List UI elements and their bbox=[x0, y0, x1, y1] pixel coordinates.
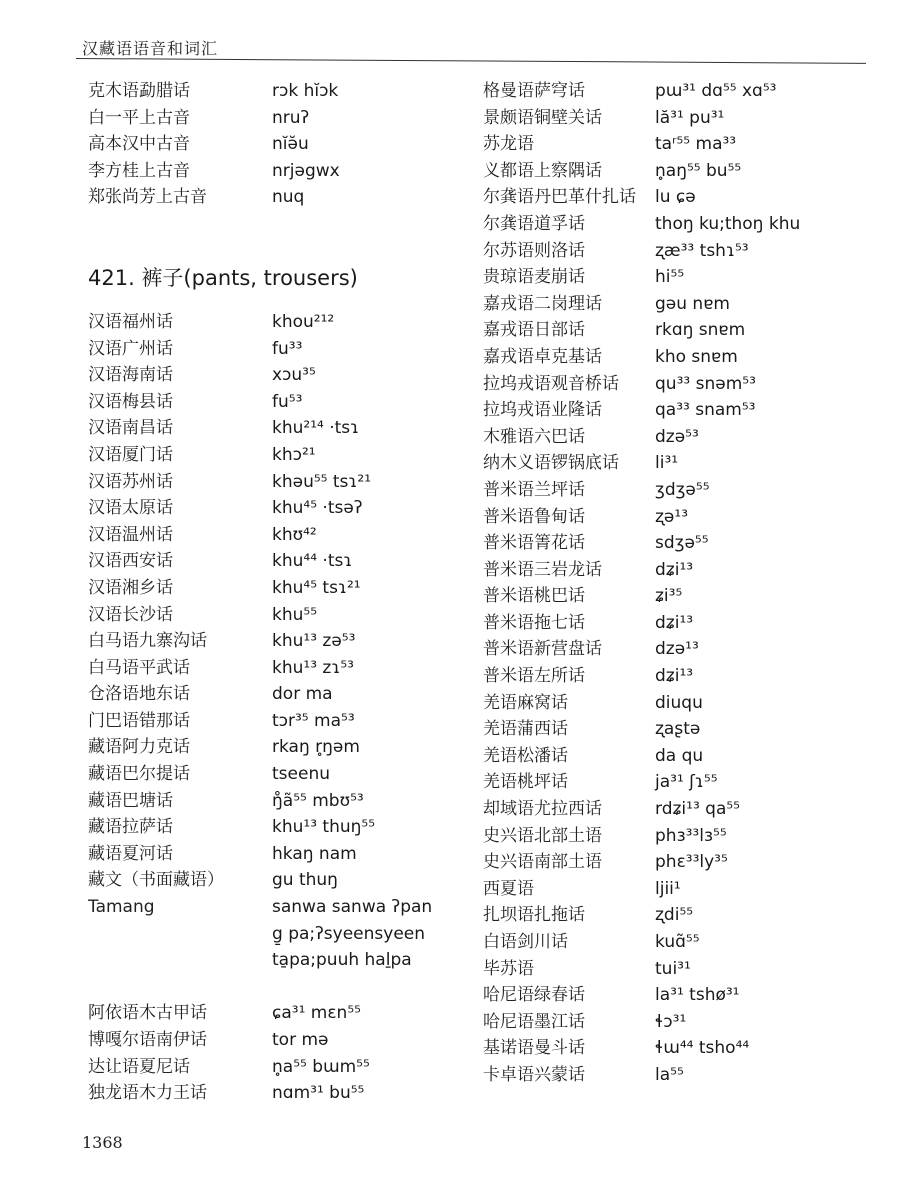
entry-row bbox=[483, 477, 863, 504]
language-name: Tamang bbox=[88, 897, 155, 918]
entry-row bbox=[88, 681, 458, 708]
language-name: 白马语九寨沟话 bbox=[88, 631, 207, 652]
entry-row bbox=[483, 956, 863, 983]
entry-row bbox=[88, 628, 458, 655]
language-name: 普米语左所话 bbox=[483, 666, 585, 687]
header-rule bbox=[76, 58, 866, 64]
language-name: 贵琼语麦崩话 bbox=[483, 267, 585, 288]
word-form: lă³¹ pu³¹ bbox=[655, 107, 725, 128]
word-form: dʑi¹³ bbox=[655, 612, 694, 633]
language-name: 藏文（书面藏语） bbox=[88, 870, 224, 891]
word-form: dor ma bbox=[272, 684, 333, 705]
entry-row bbox=[88, 415, 458, 442]
word-form: fu⁵³ bbox=[272, 391, 303, 412]
language-name: 西夏语 bbox=[483, 878, 534, 899]
language-name: 汉语广州话 bbox=[88, 338, 173, 359]
entry-row bbox=[483, 557, 863, 584]
entry-row bbox=[483, 291, 863, 318]
entry-row bbox=[88, 814, 458, 841]
language-name: 普米语拖七话 bbox=[483, 612, 585, 633]
word-form: rkaŋ r̥ŋəm bbox=[272, 737, 360, 758]
entry-row bbox=[88, 655, 458, 682]
language-name: 毕苏语 bbox=[483, 958, 534, 979]
word-form: ɬɯ⁴⁴ tsho⁴⁴ bbox=[655, 1038, 750, 1059]
language-name: 门巴语错那话 bbox=[88, 710, 190, 731]
word-form: g̱ pa;ʔsyeensyeen bbox=[272, 923, 426, 944]
entry-row bbox=[88, 1080, 458, 1107]
word-form: khu¹³ thuŋ⁵⁵ bbox=[272, 817, 376, 838]
entry-row bbox=[88, 495, 458, 522]
language-name: 白一平上古音 bbox=[88, 107, 190, 128]
entry-row bbox=[483, 344, 863, 371]
entry-row bbox=[483, 663, 863, 690]
word-form: sanwa sanwa ʔpan bbox=[272, 897, 433, 918]
language-name: 汉语苏州话 bbox=[88, 471, 173, 492]
language-name: 尔龚语丹巴革什扎话 bbox=[483, 187, 636, 208]
language-name: 义都语上察隅话 bbox=[483, 160, 602, 181]
entry-row bbox=[88, 336, 458, 363]
language-name: 普米语箐花话 bbox=[483, 533, 585, 554]
word-form: da qu bbox=[655, 745, 704, 766]
entry-row bbox=[483, 450, 863, 477]
entry-row bbox=[88, 867, 458, 894]
entry-row bbox=[88, 575, 458, 602]
word-form: dzə⁵³ bbox=[655, 426, 699, 447]
word-form: tɔr³⁵ ma⁵³ bbox=[272, 710, 355, 731]
word-form: pɯ³¹ dɑ⁵⁵ xɑ⁵³ bbox=[655, 81, 777, 101]
entry-row bbox=[483, 317, 863, 344]
language-name: 汉语温州话 bbox=[88, 524, 173, 545]
word-form: ɕa³¹ mɛn⁵⁵ bbox=[272, 1003, 361, 1024]
page-number: 1368 bbox=[82, 1133, 123, 1152]
word-form: ʐæ³³ tshɿ⁵³ bbox=[655, 240, 749, 261]
word-form: nɑm³¹ bu⁵⁵ bbox=[272, 1083, 365, 1104]
language-name: 普米语鲁甸话 bbox=[483, 506, 585, 527]
language-name: 藏语夏河话 bbox=[88, 843, 173, 864]
word-form: khu¹³ zɿ⁵³ bbox=[272, 657, 354, 678]
language-name: 尔龚语道孚话 bbox=[483, 213, 585, 234]
word-form: phɛ³³ly³⁵ bbox=[655, 852, 728, 873]
language-name: 木雅语六巴话 bbox=[483, 426, 585, 447]
word-form: ʐdi⁵⁵ bbox=[655, 905, 694, 926]
word-form: khu²¹⁴ ·tsɿ bbox=[272, 418, 360, 439]
entry-row bbox=[88, 1054, 458, 1081]
language-name: 拉坞戎语观音桥话 bbox=[483, 373, 619, 394]
entry-row bbox=[88, 1027, 458, 1054]
word-form: khu⁴⁴ ·tsɿ bbox=[272, 551, 353, 572]
language-name: 嘉戎语卓克基话 bbox=[483, 346, 602, 367]
language-name: 羌语松潘话 bbox=[483, 745, 568, 766]
entry-row bbox=[88, 1000, 458, 1027]
word-form: fu³³ bbox=[272, 338, 303, 359]
language-name: 扎坝语扎拖话 bbox=[483, 905, 585, 926]
entry-row bbox=[483, 690, 863, 717]
language-name: 藏语巴尔提话 bbox=[88, 764, 190, 785]
word-form: thoŋ ku;thoŋ khu bbox=[655, 213, 801, 234]
language-name: 藏语巴塘话 bbox=[88, 790, 173, 811]
language-name: 嘉戎语日部话 bbox=[483, 320, 585, 341]
word-form: taʳ⁵⁵ ma³³ bbox=[655, 134, 737, 155]
word-form: ljii¹ bbox=[655, 878, 681, 899]
entry-row bbox=[88, 947, 458, 974]
language-name: 高本汉中古音 bbox=[88, 134, 190, 155]
word-form: rɔk hĭɔk bbox=[272, 81, 339, 101]
language-name: 普米语新营盘话 bbox=[483, 639, 602, 660]
entry-row bbox=[483, 424, 863, 451]
language-name: 藏语拉萨话 bbox=[88, 817, 173, 838]
entry-row bbox=[88, 788, 458, 815]
left-column bbox=[88, 78, 458, 1107]
right-column bbox=[483, 78, 863, 1089]
entry-row bbox=[88, 131, 458, 158]
word-form: nrjəgwx bbox=[272, 160, 340, 181]
word-form: tor mə bbox=[272, 1030, 329, 1050]
entry-row bbox=[483, 743, 863, 770]
entry-row bbox=[88, 894, 458, 921]
language-name: 普米语三岩龙话 bbox=[483, 559, 602, 580]
language-name: 白语剑川话 bbox=[483, 932, 568, 952]
word-form: n̥aŋ⁵⁵ bu⁵⁵ bbox=[655, 160, 742, 181]
language-name: 达让语夏尼话 bbox=[88, 1056, 190, 1077]
entry-row bbox=[88, 105, 458, 132]
language-name: 纳木义语锣锅底话 bbox=[483, 453, 619, 474]
entry-row bbox=[88, 841, 458, 868]
language-name: 格曼语萨穹话 bbox=[483, 81, 585, 101]
word-form: khu⁴⁵ ·tsəʔ bbox=[272, 498, 363, 519]
word-form: ʐaʂtə bbox=[655, 719, 701, 740]
language-name: 尔苏语则洛话 bbox=[483, 240, 585, 261]
entry-row bbox=[88, 602, 458, 629]
entry-row bbox=[88, 708, 458, 735]
entry-row bbox=[88, 442, 458, 469]
entry-row bbox=[483, 823, 863, 850]
language-name: 汉语南昌话 bbox=[88, 418, 173, 439]
word-form: khu¹³ zə⁵³ bbox=[272, 631, 356, 652]
entry-row bbox=[88, 734, 458, 761]
word-form: la³¹ tshø³¹ bbox=[655, 985, 740, 1006]
entry-row bbox=[483, 78, 863, 105]
entry-row bbox=[483, 211, 863, 238]
word-form: khəu⁵⁵ tsɿ²¹ bbox=[272, 471, 372, 492]
language-name: 史兴语南部土语 bbox=[483, 852, 602, 873]
word-form: la⁵⁵ bbox=[655, 1064, 684, 1085]
word-form: ɬɔ³¹ bbox=[655, 1011, 687, 1032]
entry-row bbox=[483, 530, 863, 557]
entry-row bbox=[88, 522, 458, 549]
entry-row bbox=[88, 974, 458, 1001]
language-name: 哈尼语墨江话 bbox=[483, 1011, 585, 1032]
language-name: 汉语梅县话 bbox=[88, 391, 173, 412]
language-name: 汉语太原话 bbox=[88, 498, 173, 519]
word-form: kuɑ̃⁵⁵ bbox=[655, 932, 700, 952]
word-form: nĭə̆u bbox=[272, 134, 309, 155]
language-name: 羌语桃坪话 bbox=[483, 772, 568, 793]
running-head: 汉藏语语音和词汇 bbox=[82, 39, 219, 58]
word-form: tseenu bbox=[272, 764, 330, 785]
language-name: 李方桂上古音 bbox=[88, 160, 190, 181]
word-form: lu ɕə bbox=[655, 187, 696, 208]
entry-row bbox=[483, 238, 863, 265]
word-form: xɔu³⁵ bbox=[272, 365, 316, 386]
entry-row bbox=[88, 362, 458, 389]
word-form: dʑi¹³ bbox=[655, 666, 694, 687]
word-form: khu⁵⁵ bbox=[272, 604, 318, 625]
language-name: 史兴语北部土语 bbox=[483, 825, 602, 846]
entry-row bbox=[483, 504, 863, 531]
word-form: sdʒə⁵⁵ bbox=[655, 533, 709, 554]
entry-row bbox=[88, 309, 458, 336]
language-name: 独龙语木力王话 bbox=[88, 1083, 207, 1104]
language-name: 汉语湘乡话 bbox=[88, 577, 173, 598]
entry-row bbox=[483, 184, 863, 211]
language-name: 却域语尤拉西话 bbox=[483, 799, 602, 820]
language-name: 藏语阿力克话 bbox=[88, 737, 190, 758]
language-name: 汉语西安话 bbox=[88, 551, 173, 572]
entry-row bbox=[88, 78, 458, 105]
entry-row bbox=[483, 716, 863, 743]
language-name: 汉语长沙话 bbox=[88, 604, 173, 625]
word-form: dʑi¹³ bbox=[655, 559, 694, 580]
word-form: li³¹ bbox=[655, 453, 679, 474]
entry-row bbox=[483, 583, 863, 610]
language-name: 基诺语曼斗话 bbox=[483, 1038, 585, 1059]
language-name: 仓洛语地东话 bbox=[88, 684, 190, 705]
language-name: 苏龙语 bbox=[483, 134, 534, 155]
word-form: ta̱pa;puuh haḻpa bbox=[272, 950, 412, 971]
word-form: gəu nɐm bbox=[655, 293, 730, 314]
entry-row bbox=[483, 610, 863, 637]
word-form: diuqu bbox=[655, 692, 703, 713]
right-entry-list bbox=[483, 78, 863, 1089]
language-name: 博嘎尔语南伊话 bbox=[88, 1030, 207, 1050]
word-form: qa³³ snam⁵³ bbox=[655, 400, 756, 421]
word-form: rkɑŋ snɐm bbox=[655, 320, 746, 341]
language-name: 嘉戎语二岗理话 bbox=[483, 293, 602, 314]
word-form: ʐə¹³ bbox=[655, 506, 689, 527]
word-form: gu thuŋ bbox=[272, 870, 338, 891]
word-form: phɜ³³lɜ⁵⁵ bbox=[655, 825, 727, 846]
entry-row bbox=[483, 105, 863, 132]
entry-row bbox=[483, 876, 863, 903]
entry-row bbox=[483, 264, 863, 291]
language-name: 汉语福州话 bbox=[88, 311, 173, 332]
word-form: hkaŋ nam bbox=[272, 843, 357, 864]
entry-row bbox=[483, 982, 863, 1009]
word-form: nruʔ bbox=[272, 107, 310, 128]
entry-row bbox=[88, 389, 458, 416]
language-name: 阿依语木古甲话 bbox=[88, 1003, 207, 1024]
language-name: 羌语麻窝话 bbox=[483, 692, 568, 713]
word-form: khou²¹² bbox=[272, 311, 335, 332]
language-name: 克木语勐腊话 bbox=[88, 81, 190, 101]
word-form: ʒdʒə⁵⁵ bbox=[655, 479, 710, 500]
word-form: ʑi³⁵ bbox=[655, 586, 683, 607]
word-form: khu⁴⁵ tsɿ²¹ bbox=[272, 577, 361, 598]
word-form: khʊ⁴² bbox=[272, 524, 317, 545]
word-form: tui³¹ bbox=[655, 958, 691, 979]
entry-row bbox=[88, 184, 458, 211]
entry-title: 421. 裤子(pants, trousers) bbox=[88, 265, 358, 290]
entry-row bbox=[483, 131, 863, 158]
language-name: 郑张尚芳上古音 bbox=[88, 187, 207, 208]
entry-row bbox=[483, 158, 863, 185]
language-name: 卡卓语兴蒙话 bbox=[483, 1064, 585, 1085]
language-name: 拉坞戎语业隆话 bbox=[483, 400, 602, 421]
word-form: n̥a⁵⁵ bɯm⁵⁵ bbox=[272, 1056, 370, 1077]
entry-row bbox=[88, 921, 458, 948]
language-name: 普米语桃巴话 bbox=[483, 586, 585, 607]
entry-row bbox=[88, 469, 458, 496]
entry-row bbox=[483, 1062, 863, 1089]
language-name: 汉语海南话 bbox=[88, 365, 173, 386]
language-name: 景颇语铜壁关话 bbox=[483, 107, 602, 128]
word-form: kho snɐm bbox=[655, 346, 738, 367]
entry-row bbox=[88, 158, 458, 185]
word-form: ja³¹ ʃɿ⁵⁵ bbox=[655, 772, 718, 793]
language-name: 羌语蒲西话 bbox=[483, 719, 568, 740]
left-top-list bbox=[88, 78, 458, 211]
entry-row bbox=[483, 1009, 863, 1036]
word-form: hi⁵⁵ bbox=[655, 267, 685, 288]
language-name: 普米语兰坪话 bbox=[483, 479, 585, 500]
word-form: ŋ̊ã⁵⁵ mbʊ⁵³ bbox=[272, 790, 364, 811]
language-name: 白马语平武话 bbox=[88, 657, 190, 678]
entry-row bbox=[483, 1035, 863, 1062]
entry-row bbox=[483, 849, 863, 876]
word-form: khɔ²¹ bbox=[272, 444, 316, 465]
word-form: qu³³ snəm⁵³ bbox=[655, 373, 756, 394]
entry-row bbox=[483, 796, 863, 823]
entry-row bbox=[483, 397, 863, 424]
entry-row bbox=[88, 761, 458, 788]
entry-row bbox=[483, 929, 863, 956]
entry-row bbox=[483, 769, 863, 796]
word-form: rdʑi¹³ qa⁵⁵ bbox=[655, 799, 740, 820]
entry-row bbox=[483, 371, 863, 398]
entry-row bbox=[483, 636, 863, 663]
left-entry-list bbox=[88, 309, 458, 1107]
language-name: 哈尼语绿春话 bbox=[483, 985, 585, 1006]
entry-row bbox=[483, 902, 863, 929]
language-name: 汉语厦门话 bbox=[88, 444, 173, 465]
word-form: nuq bbox=[272, 187, 305, 208]
word-form: dzə¹³ bbox=[655, 639, 699, 660]
entry-row bbox=[88, 548, 458, 575]
